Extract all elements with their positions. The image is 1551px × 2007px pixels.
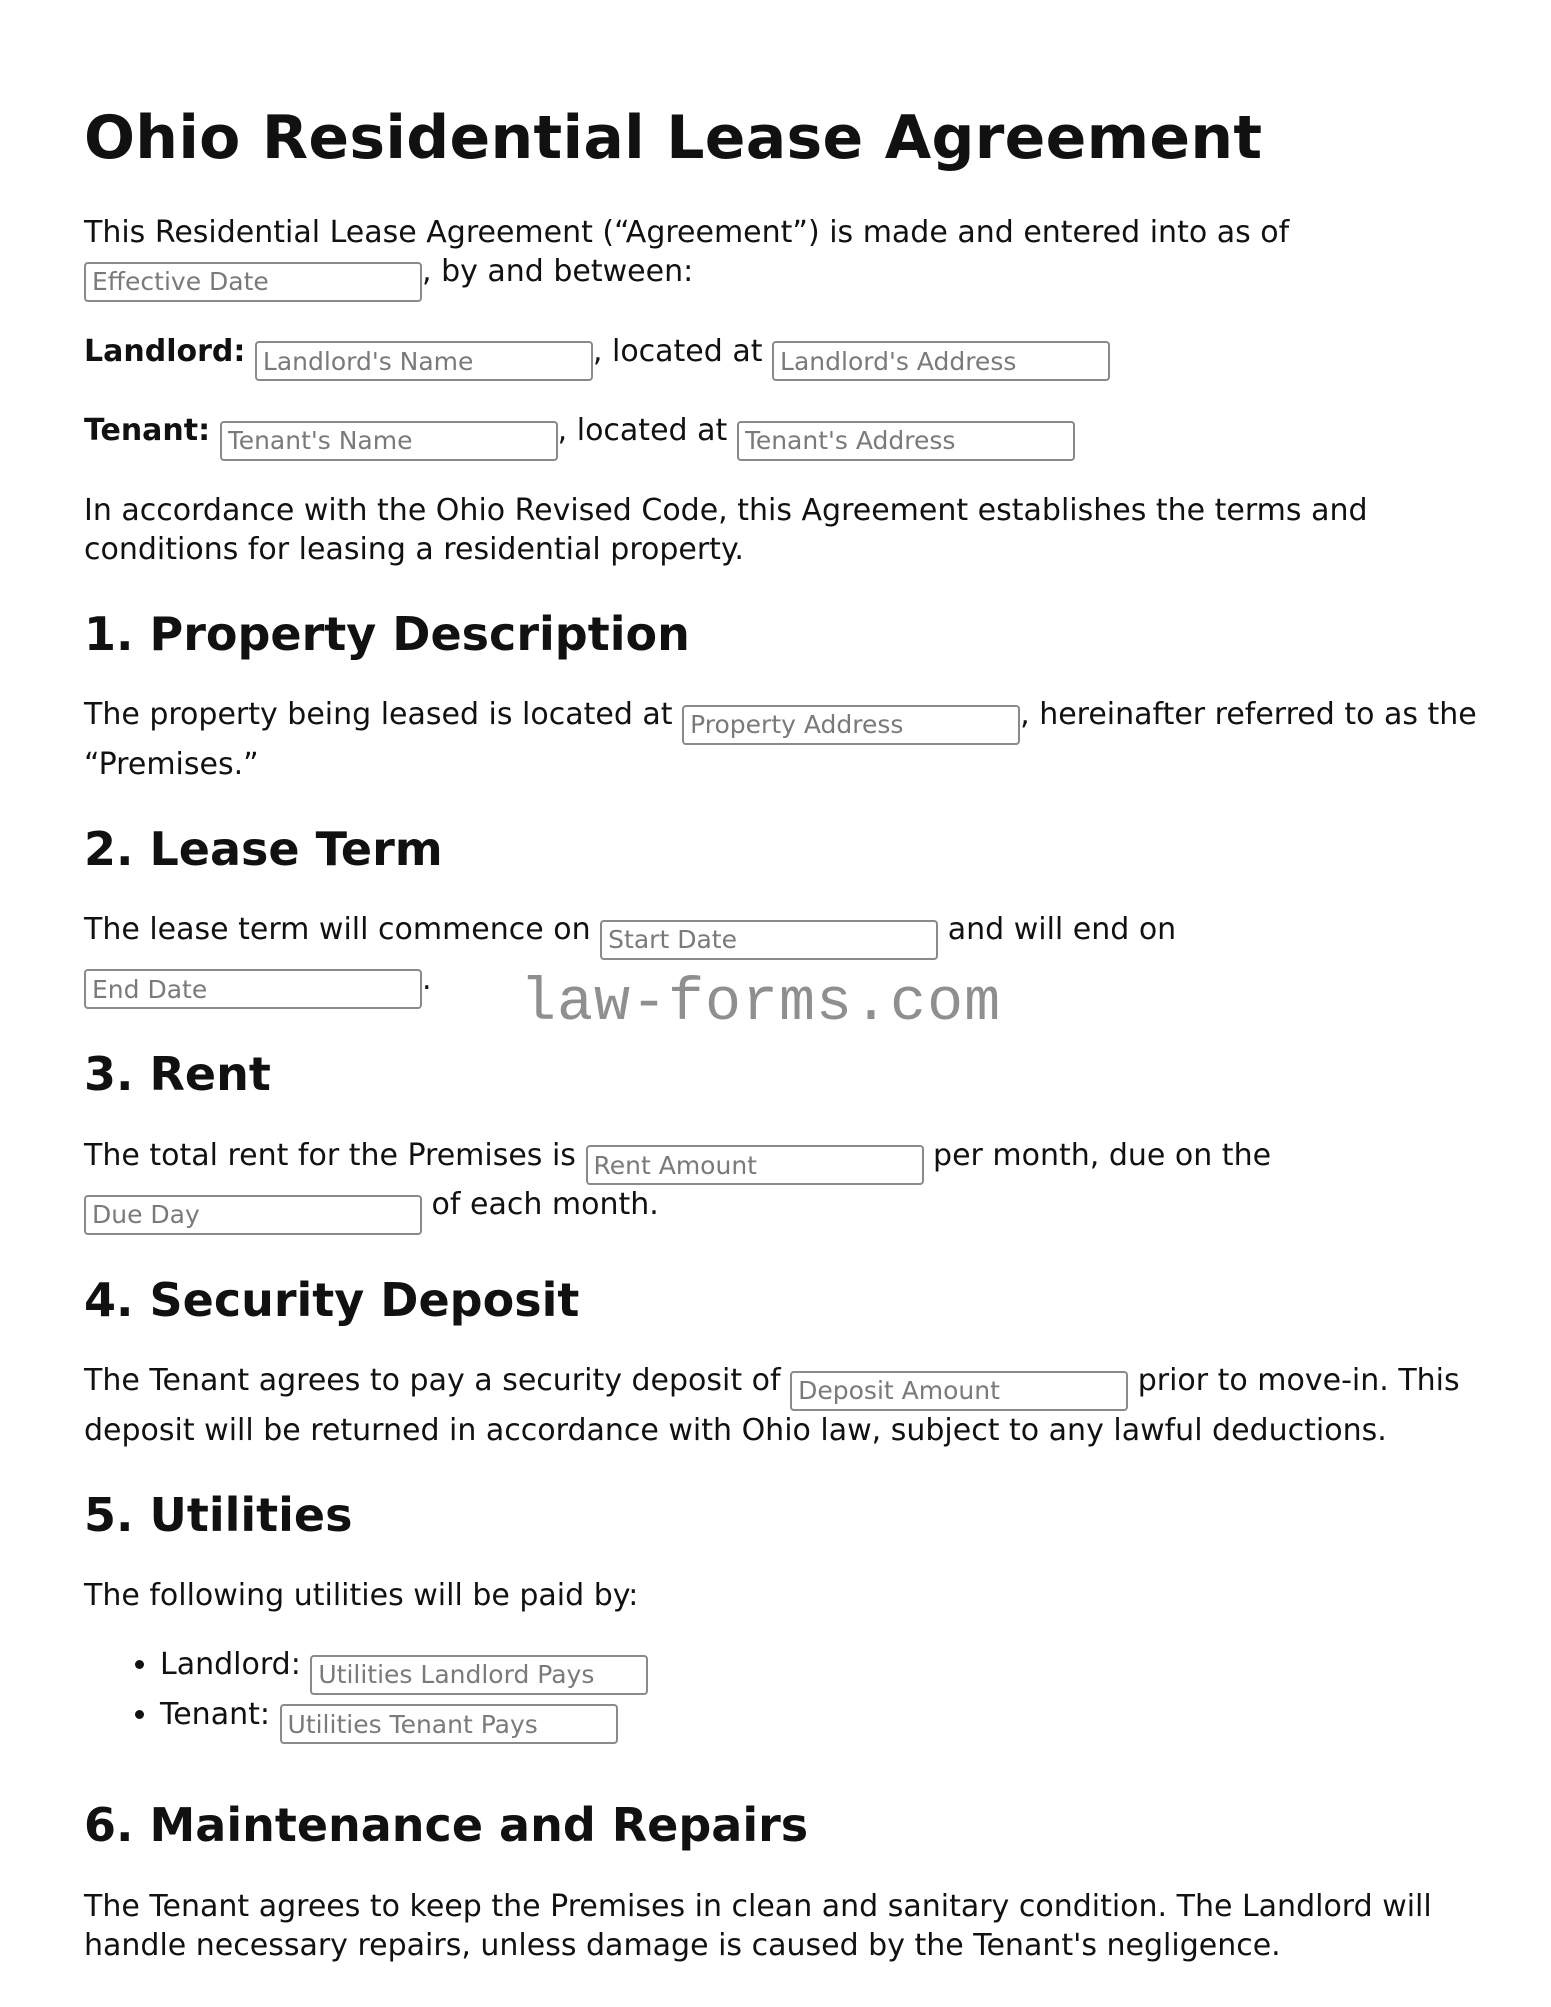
deposit-text-after: prior to move-in. This deposit will be returned in accordance with Ohio law, subject to any lawful deductions. xyxy=(84,1363,1460,1448)
property-text-after: , hereinafter referred to as the “Premises.” xyxy=(84,697,1477,782)
rent-amount-input[interactable] xyxy=(586,1145,924,1185)
section-heading-term: 2. Lease Term xyxy=(84,821,443,876)
effective-date-input[interactable] xyxy=(84,262,422,302)
utilities-intro: The following utilities will be paid by: xyxy=(84,1578,639,1614)
document-title: Ohio Residential Lease Agreement xyxy=(84,103,1263,173)
utilities-list xyxy=(84,1645,1484,1744)
section-heading-utilities: 5. Utilities xyxy=(84,1487,353,1542)
intro-paragraph xyxy=(84,213,1484,302)
tenant-address-input[interactable] xyxy=(737,421,1075,461)
rent-paragraph xyxy=(84,1136,1484,1235)
landlord-address-input[interactable] xyxy=(772,341,1110,381)
term-text: The lease term will commence on xyxy=(84,912,591,948)
tenant-name-input[interactable] xyxy=(220,421,558,461)
landlord-name-input[interactable] xyxy=(255,341,593,381)
section-heading-property: 1. Property Description xyxy=(84,606,690,661)
landlord-located-at: , located at xyxy=(592,333,763,369)
deposit-paragraph xyxy=(84,1361,1484,1450)
intro-text-after: , by and between: xyxy=(422,254,694,289)
property-address-input[interactable] xyxy=(682,705,1020,745)
term-text-middle: and will end on xyxy=(947,912,1177,948)
start-date-input[interactable] xyxy=(600,920,938,960)
rent-text-after: of each month. xyxy=(431,1187,659,1223)
rent-text-middle: per month, due on the xyxy=(933,1137,1272,1173)
utilities-landlord-item xyxy=(160,1645,1484,1695)
preamble-paragraph: In accordance with the Ohio Revised Code, this Agreement establishes the terms and conditions for leasing a residential property. xyxy=(84,492,1368,567)
section-heading-maintenance: 6. Maintenance and Repairs xyxy=(84,1798,809,1853)
utilities-landlord-input[interactable] xyxy=(310,1655,648,1695)
property-text: The property being leased is located at xyxy=(84,697,673,733)
due-day-input[interactable] xyxy=(84,1195,422,1235)
section-heading-deposit: 4. Security Deposit xyxy=(84,1272,580,1327)
intro-text: This Residential Lease Agreement (“Agreement”) is made and entered into as of xyxy=(84,215,1290,250)
landlord-line xyxy=(84,332,1484,382)
tenant-label: Tenant: xyxy=(84,413,211,448)
utilities-tenant-item xyxy=(160,1695,1484,1745)
tenant-located-at: , located at xyxy=(557,413,728,448)
watermark-text: law-forms.com xyxy=(520,970,1002,1038)
deposit-text: The Tenant agrees to pay a security deposit of xyxy=(84,1363,781,1399)
utilities-tenant-input[interactable] xyxy=(280,1704,618,1744)
term-text-after: . xyxy=(422,961,432,997)
lease-document xyxy=(84,104,1484,1995)
maintenance-paragraph: The Tenant agrees to keep the Premises in clean and sanitary condition. The Landlord will handle necessary repairs, unless damage is caused by the Tenant's negligence. xyxy=(84,1889,1432,1964)
rent-text: The total rent for the Premises is xyxy=(84,1137,576,1173)
landlord-label: Landlord: xyxy=(84,333,246,369)
utilities-landlord-label: Landlord: xyxy=(160,1647,301,1683)
utilities-tenant-label: Tenant: xyxy=(160,1696,270,1732)
end-date-input[interactable] xyxy=(84,969,422,1009)
property-paragraph xyxy=(84,695,1484,784)
deposit-amount-input[interactable] xyxy=(790,1371,1128,1411)
tenant-line xyxy=(84,411,1484,461)
section-heading-rent: 3. Rent xyxy=(84,1047,271,1102)
